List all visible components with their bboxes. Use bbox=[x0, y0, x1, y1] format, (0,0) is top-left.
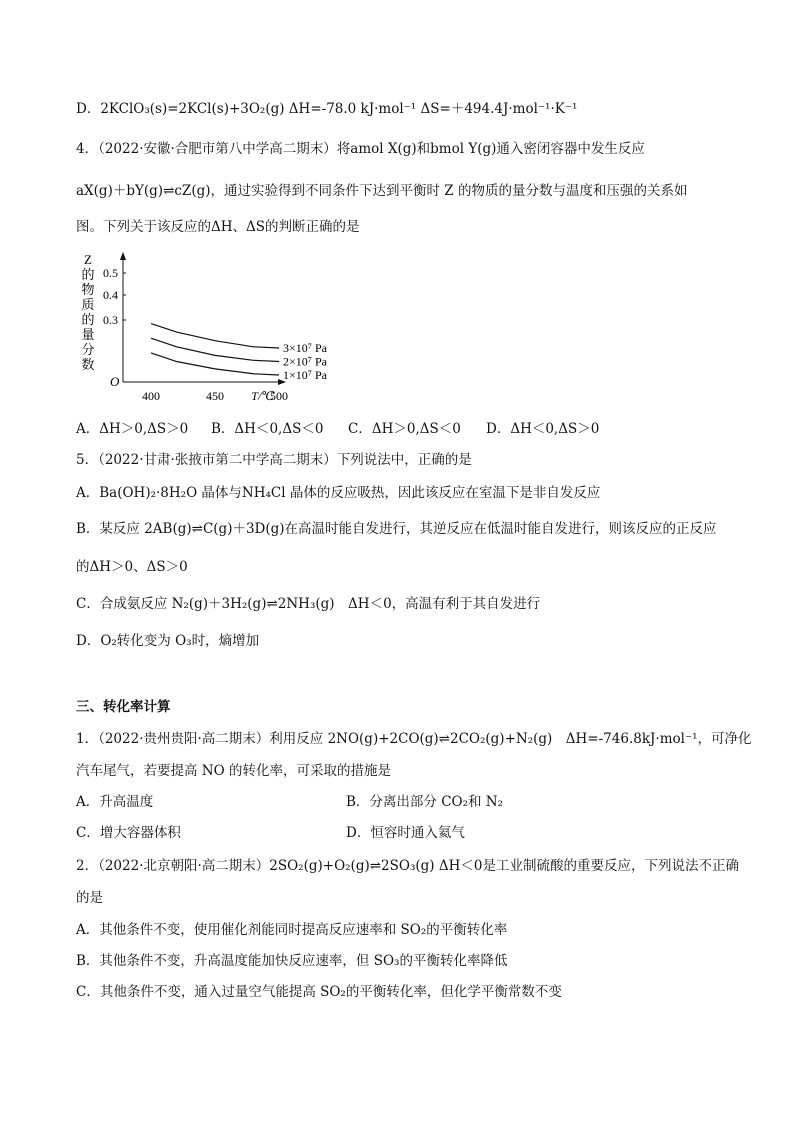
s3-q1-option-b: B．分离出部分 CO₂和 N₂ bbox=[346, 794, 504, 810]
y-label-char: 的 bbox=[81, 267, 95, 282]
y-label-char: 量 bbox=[81, 327, 95, 342]
q4-stem-line3: 图。下列关于该反应的ΔH、ΔS的判断正确的是 bbox=[76, 219, 360, 235]
x-axis-label: T/℃ bbox=[251, 389, 275, 403]
q4-stem-line1: 4．（2022·安徽·合肥市第八中学高二期末）将amol X(g)和bmol Y(g)通入密闭容器中发生反应 bbox=[76, 141, 645, 157]
q5-stem: 5．（2022·甘肃·张掖市第二中学高二期末）下列说法中，正确的是 bbox=[76, 452, 472, 468]
x-tick-label: 400 bbox=[142, 389, 160, 403]
y-label-char: 质 bbox=[81, 297, 95, 312]
y-label-char: 数 bbox=[81, 357, 95, 372]
s3-q2-stem-line1: 2．（2022·北京朝阳·高二期末）2SO₂(g)+O₂(g)⇌2SO₃(g) ΔH＜0是工业制硫酸的重要反应，下列说法不正确 bbox=[76, 858, 739, 874]
s3-q1-option-d: D．恒容时通入氦气 bbox=[346, 825, 465, 841]
q5-option-b-line1: B．某反应 2AB(g)⇌C(g)＋3D(g)在高温时能自发进行，其逆反应在低温时能自发进行，则该反应的正反应 bbox=[76, 521, 717, 537]
s3-q2-option-c: C．其他条件不变，通入过量空气能提高 SO₂的平衡转化率，但化学平衡常数不变 bbox=[76, 984, 562, 1000]
q3-option-d: D．2KClO₃(s)=2KCl(s)+3O₂(g) ΔH=-78.0 kJ·mol⁻¹ ΔS=＋494.4J·mol⁻¹·K⁻¹ bbox=[76, 101, 578, 117]
q5-option-d: D．O₂转化变为 O₃时，熵增加 bbox=[76, 633, 260, 649]
chart-series bbox=[151, 324, 328, 382]
y-label-char: Z bbox=[84, 252, 92, 267]
s3-q1-option-c: C．增大容器体积 bbox=[76, 825, 181, 841]
s3-q2-option-b: B．其他条件不变，升高温度能加快反应速率，但 SO₃的平衡转化率降低 bbox=[76, 953, 508, 969]
q5-option-a: A．Ba(OH)₂·8H₂O 晶体与NH₄Cl 晶体的反应吸热，因此该反应在室温下是非自发反应 bbox=[76, 485, 601, 501]
y-tick-label: 0.5 bbox=[103, 266, 118, 280]
x-tick-label: 450 bbox=[206, 389, 224, 403]
s3-q1-option-a: A．升高温度 bbox=[76, 794, 154, 810]
series-label: 1×10⁷ Pa bbox=[283, 368, 327, 382]
y-label-char: 的 bbox=[81, 312, 95, 327]
s3-q1-stem-line1: 1．（2022·贵州贵阳·高二期末）利用反应 2NO(g)+2CO(g)⇌2CO₂(g)+N₂(g) ΔH=-746.8kJ·mol⁻¹，可净化 bbox=[76, 731, 752, 747]
x-tick-label: 500 bbox=[270, 389, 288, 403]
y-axis-arrow bbox=[120, 252, 126, 260]
y-label-char: 分 bbox=[81, 342, 95, 357]
series-label: 2×10⁷ Pa bbox=[283, 354, 327, 369]
y-tick-label: 0.4 bbox=[103, 288, 118, 302]
y-tick-label: 0.3 bbox=[103, 313, 118, 327]
q4-option-c: C．ΔH＞0,ΔS＜0 bbox=[348, 421, 461, 437]
q5-option-b-line2: 的ΔH＞0、ΔS＞0 bbox=[76, 559, 188, 575]
q4-chart bbox=[70, 240, 327, 408]
series-line bbox=[151, 353, 279, 375]
series-label: 3×10⁷ Pa bbox=[283, 341, 327, 356]
series-line bbox=[151, 338, 279, 361]
section-heading: 三、转化率计算 bbox=[76, 699, 171, 715]
q4-option-d: D．ΔH＜0,ΔS＞0 bbox=[486, 421, 600, 437]
q4-option-b: B．ΔH＜0,ΔS＜0 bbox=[211, 421, 324, 437]
y-label-char: 物 bbox=[81, 282, 95, 297]
s3-q1-stem-line2: 汽车尾气，若要提高 NO 的转化率，可采取的措施是 bbox=[76, 763, 391, 779]
q4-stem-line2: aX(g)＋bY(g)⇌cZ(g)，通过实验得到不同条件下达到平衡时 Z 的物质的量分数与温度和压强的关系如 bbox=[76, 183, 688, 199]
chart-y-label bbox=[81, 252, 94, 372]
origin-label: O bbox=[110, 374, 120, 389]
chart-axes bbox=[110, 252, 286, 389]
q4-option-a: A．ΔH＞0,ΔS＞0 bbox=[76, 421, 189, 437]
q5-option-c: C．合成氨反应 N₂(g)＋3H₂(g)⇌2NH₃(g) ΔH＜0，高温有利于其自发进行 bbox=[76, 596, 541, 612]
s3-q2-option-a: A．其他条件不变，使用催化剂能同时提高反应速率和 SO₂的平衡转化率 bbox=[76, 922, 508, 938]
s3-q2-stem-line2: 的是 bbox=[76, 890, 103, 906]
